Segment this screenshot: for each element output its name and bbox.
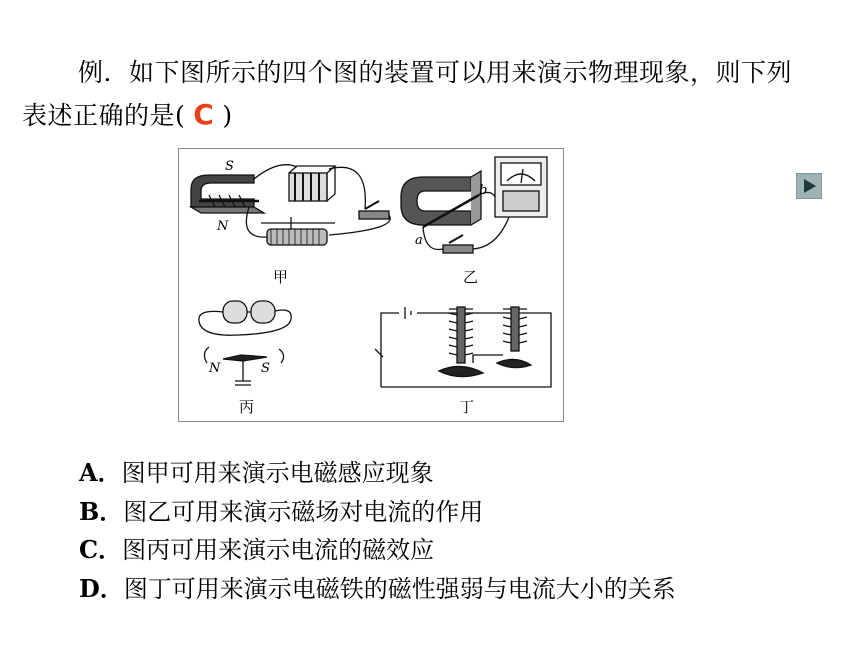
label-s-compass: S (261, 361, 270, 376)
experiment-figure (178, 148, 564, 422)
option-b (79, 493, 676, 532)
play-triangle-icon (804, 179, 816, 193)
panel-ding-drawing (375, 307, 551, 387)
option-a (79, 454, 676, 493)
caption-bing: 丙 (239, 398, 255, 416)
question-prefix: 表述正确的是( (22, 101, 186, 130)
option-text: 图乙可用来演示磁场对电流的作用 (123, 497, 484, 526)
question-line-1: 例．如下图所示的四个图的装置可以用来演示物理现象，则下列 (78, 58, 793, 87)
option-c (79, 531, 676, 570)
question-line-2 (22, 98, 233, 131)
option-letter: C． (79, 535, 123, 564)
caption-yi: 乙 (463, 268, 479, 286)
label-n-magnet: N (217, 219, 229, 234)
label-n-compass: N (209, 361, 221, 376)
option-d (79, 570, 676, 609)
label-s-magnet: S (225, 159, 234, 174)
option-text: 图丙可用来演示电流的磁效应 (122, 536, 435, 564)
option-text: 图甲可用来演示电磁感应现象 (121, 459, 434, 487)
next-slide-button[interactable] (796, 173, 822, 199)
question-text (22, 52, 822, 137)
caption-ding: 丁 (459, 398, 475, 416)
caption-jia: 甲 (273, 268, 289, 286)
label-b: b (479, 183, 488, 198)
option-letter: A． (79, 458, 122, 487)
option-text: 图丁可用来演示电磁铁的磁性强弱与电流大小的关系 (123, 574, 676, 603)
panel-yi-drawing (401, 157, 547, 253)
option-letter: D． (79, 573, 124, 603)
answer-letter: C (193, 98, 215, 131)
label-a: a (415, 233, 423, 248)
question-suffix: ) (222, 101, 233, 130)
option-letter: B． (79, 496, 124, 526)
options-list (79, 454, 676, 608)
figure-drawing (179, 149, 563, 421)
